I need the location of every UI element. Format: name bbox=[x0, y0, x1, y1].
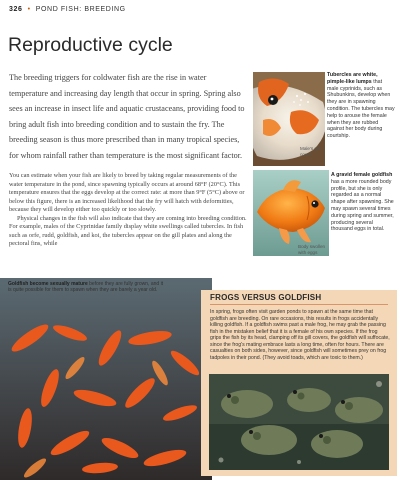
intro-paragraph: The breeding triggers for coldwater fish are the rise in water temperature and increasing day length that occur in spring. Spring also sees an increase in insect life and aquatic crustaceans, providing food to bring adult fish into breeding condition and to sustain the fry. The breeding season is thus more prescribed than in many tropical species, for whom rainfall rather than temperature is the most significant factor. bbox=[9, 73, 245, 160]
tubercles-caption-text: that male cyprinids, such as Shubunkins, develop when they are in spawning condition. The tubercles may help to arouse the female when they are rubbed against her body during courtship. bbox=[327, 78, 395, 140]
body-swollen-label: Body swollen with eggs bbox=[298, 244, 326, 255]
tubercles-caption-lead: Tubercles are white, pimple-like lumps bbox=[327, 72, 378, 85]
frogs-feature-box bbox=[201, 290, 397, 476]
header-separator-icon: • bbox=[25, 6, 34, 13]
tubercles-caption bbox=[327, 72, 395, 140]
males-gillcover-label: Male's gill-cover bbox=[300, 146, 322, 157]
running-header bbox=[9, 6, 126, 13]
feature-box-divider bbox=[210, 304, 388, 305]
goldfish-school-caption-text: before they are fully grown, and it is quite possible for them to spawn when they are barely a year old. bbox=[8, 281, 164, 294]
frogs-photo bbox=[209, 374, 389, 470]
gravid-goldfish-caption-lead: A gravid female goldfish bbox=[331, 172, 393, 178]
feature-box-text: In spring, frogs often visit garden ponds to spawn at the same time that goldfish are breeding. On rare occasions, this results in frogs accidentally killing goldfish. If a goldfish swims past a male frog, he may grab the passing fish in the mistaken belief that it is a female of his own species. If the frog grips the fish by its head, clamping off its gill covers, the goldfish will suffocate, since the frog's mating embrace lasts a long time, often for hours. There are casualties on both sides, however, since goldfish will sometimes prey on frog tadpoles in their pond. (They avoid toads, which are toxic to them.) bbox=[210, 309, 390, 361]
page-title: Reproductive cycle bbox=[8, 34, 173, 56]
gravid-goldfish-caption bbox=[331, 172, 395, 233]
body-paragraph: Physical changes in the fish will also indicate that they are coming into breeding condition. For example, males of the Cyprinidae family display white swellings called tubercles. In fish such as orfe, rudd, goldfish, and koi, the tubercles appear on the gill plates and along the pectoral fins, while bbox=[9, 214, 247, 247]
section-label: POND FISH: BREEDING bbox=[35, 6, 126, 13]
body-text bbox=[9, 172, 247, 249]
body-paragraph: You can estimate when your fish are likely to breed by taking regular measurements of the water temperature in the pond, since spawning typically occurs at around 68°F (20°C). This temperature ensures that the eggs develop at the correct rate: at more than 9°F (5°C) above or below this figure, there is an increased likelihood that the fry will hatch with deformities, because they will develop either too quickly or too slowly. bbox=[9, 172, 245, 213]
gravid-goldfish-caption-text: has a more rounded body profile, but she is only regarded as a normal shape after spawning. She may spawn several times during spring and summer, producing several thousand eggs in total. bbox=[331, 178, 394, 233]
page-number: 326 bbox=[9, 6, 23, 13]
goldfish-school-photo bbox=[0, 278, 212, 480]
goldfish-school-caption-lead: Goldfish become sexually mature bbox=[8, 281, 88, 287]
goldfish-school-caption bbox=[8, 281, 168, 293]
feature-box-title: FROGS VERSUS GOLDFISH bbox=[210, 293, 322, 302]
